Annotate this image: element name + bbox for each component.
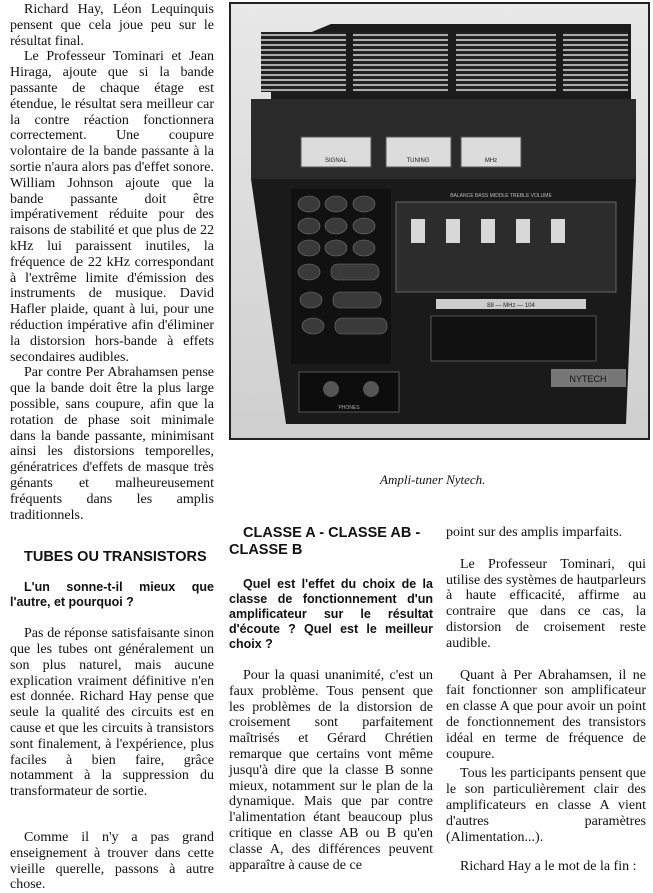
photo-caption: Ampli-tuner Nytech. — [380, 472, 486, 487]
column-2 — [229, 525, 433, 873]
meter-label: SIGNAL — [324, 158, 348, 164]
column-1 — [10, 2, 214, 893]
paragraph: Le Professeur Tominari, qui utilise des systèmes de hautparleurs à haute efficacité, affirme au contraire que dans ce cas, la distorsion de croisement reste audible. — [446, 556, 646, 651]
paragraph: Comme il n'y a pas grand enseignement à trouver dans cette vieille querelle, passons à autre chose. — [10, 830, 214, 893]
section-question: Quel est l'effet du choix de la classe de fonctionnement d'un amplificateur sur le résultat d'écoute ? Quel est le meilleur choix ? — [229, 577, 433, 651]
paragraph: point sur des amplis imparfaits. — [446, 525, 623, 540]
column-3 — [446, 525, 646, 875]
section-heading-classe: CLASSE A - CLASSE AB - CLASSE B — [229, 525, 421, 558]
tuner-dial: 88 — MHz — 104 — [487, 303, 535, 309]
paragraph: Pour la quasi unanimité, c'est un faux problème. Tous pensent que les problèmes de la distorsion de croisement sont parfaitement maîtrisés et Gérard Chrétien remarque que certains vont même jusqu'à dire que la classe B sonne mieux, notamment sur le plan de la dynamique. Mais que par contre l'alimentation étant beaucoup plus critique en classe AB ou B qu'en classe A, des différences peuvent apparaître à cause de ce — [229, 668, 433, 873]
amplifier-illustration — [231, 4, 648, 438]
meter-label: MHz — [484, 158, 498, 164]
paragraph: Richard Hay, Léon Lequinquis pensent que cela joue peu sur le résultat final. — [10, 2, 214, 49]
section-question: L'un sonne-t-il mieux que l'autre, et pourquoi ? — [10, 580, 214, 610]
jack-label: PHONES — [338, 405, 360, 411]
paragraph: Richard Hay a le mot de la fin : — [460, 859, 637, 875]
section-heading-tubes: TUBES OU TRANSISTORS — [24, 549, 207, 566]
meter-label: TUNING — [406, 158, 430, 164]
paragraph: Le Professeur Tominari et Jean Hiraga, ajoute que si la bande passante de chaque étage est étendue, le résultat sera meilleur car la contre réaction fonctionnera correctement. Une coupure volontaire de la bande passante à la sortie n'aura alors pas d'effet sonore. William Johnson ajoute que la bande passante doit être impérativement réduite pour des raisons de stabilité et que plus de 22 kHz lui paraissent inutiles, la fréquence de 22 kHz correspondant à l'extrême limite d'émission des instruments de musique. David Hafler plaide, quant à lui, pour une réduction impérative afin d'éliminer la distorsion hors-bande à effets secondaires audibles. — [10, 49, 214, 365]
product-photo — [229, 2, 650, 440]
brand-logo: NYTECH — [569, 374, 607, 384]
paragraph: Pas de réponse satisfaisante sinon que les tubes ont généralement un son plus naturel, mais aucune explication vraiment définitive n'en est donnée. Richard Hay pense que seule la qualité des circuits est en cause et que les circuits à transistors sont finalement, à l'expérience, plus faciles à bien faire, grâce notamment à la suppression du transformateur de sortie. — [10, 626, 214, 800]
paragraph: Tous les participants pensent que le son particulièrement clair des amplificateurs en classe A vient d'autres paramètres (Alimentation...). — [446, 766, 646, 845]
paragraph: Quant à Per Abrahamsen, il ne fait fonctionner son amplificateur en classe A que pour avoir un point de fonctionnement des transistors idéal en terme de fréquence de coupure. — [446, 667, 646, 762]
paragraph: Par contre Per Abrahamsen pense que la bande doit être la plus large possible, sans coupure, afin que la rotation de phase soit minimale dans la bande passante, minimisant ainsi les distorsions temporelles, génératrices d'effets de masque très génants et malheureusement fréquents dans les amplis traditionnels. — [10, 365, 214, 523]
slider-labels: BALANCE BASS MIDDLE TREBLE VOLUME — [450, 193, 552, 199]
